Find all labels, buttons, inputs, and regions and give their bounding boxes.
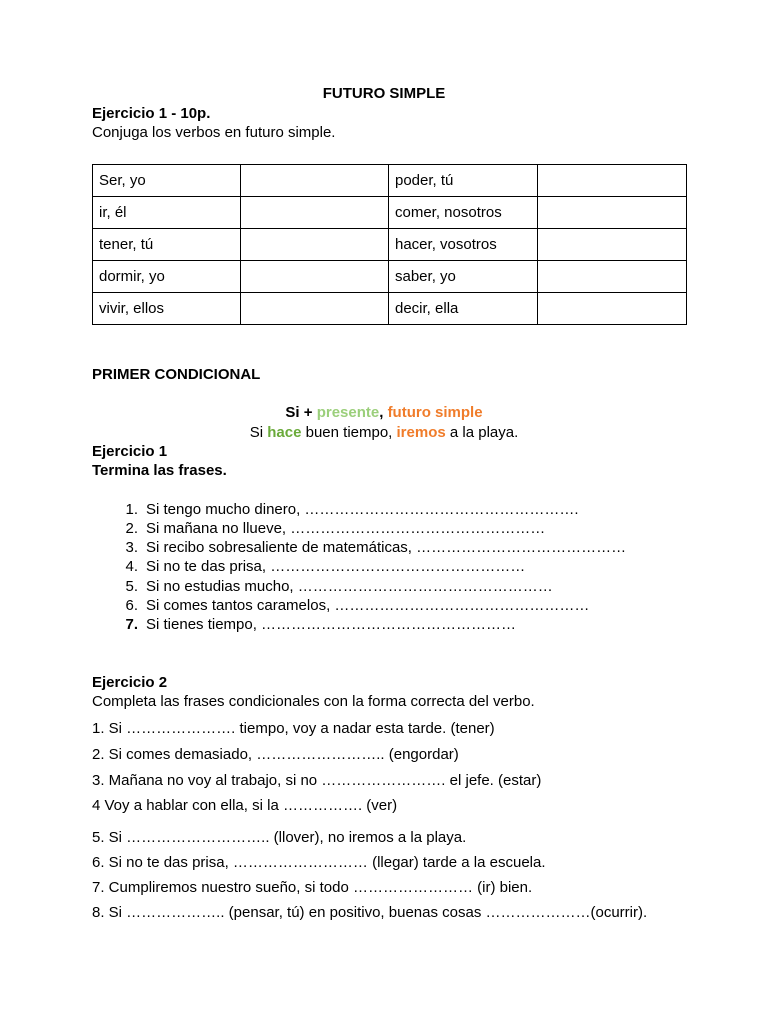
item-text: Si recibo sobresaliente de matemáticas, …………………………………… [146,539,627,556]
rule-si: Si + [285,404,313,421]
verb-cell: tener, tú [93,229,241,261]
exercise-sentence: 4 Voy a hablar con ella, si la ……………. (ver) [92,797,398,814]
answer-cell[interactable] [241,197,389,229]
verb-cell: dormir, yo [93,261,241,293]
answer-cell[interactable] [538,261,687,293]
item-number: 3. [125,539,138,556]
answer-cell[interactable] [538,197,687,229]
list-item [108,578,553,595]
ex1-instruction: Conjuga los verbos en futuro simple. [92,124,336,141]
item-text: Si mañana no llueve, …………………………………………… [146,520,546,537]
rule-comma: , [379,404,384,421]
answer-cell[interactable] [241,165,389,197]
ex2-instruction: Completa las frases condicionales con la forma correcta del verbo. [92,693,535,710]
exercise-sentence: 1. Si …………………. tiempo, voy a nadar esta tarde. (tener) [92,720,495,737]
verb-table [92,164,687,325]
answer-cell[interactable] [538,293,687,325]
verb-cell: Ser, yo [93,165,241,197]
page-title: FUTURO SIMPLE [322,85,446,102]
exercise-sentence: 7. Cumpliremos nuestro sueño, si todo …………………… (ir) bien. [92,879,533,896]
exercise-sentence: 8. Si ……………….. (pensar, tú) en positivo, buenas cosas …………………(ocurrir). [92,904,648,921]
list-item [108,558,525,575]
verb-cell: vivir, ellos [93,293,241,325]
item-text: Si no estudias mucho, …………………………………………… [146,578,553,595]
list-item [108,520,545,537]
item-number: 1. [125,501,138,518]
answer-cell[interactable] [538,165,687,197]
verb-cell: ir, él [93,197,241,229]
table-row [93,293,687,325]
item-number: 2. [125,520,138,537]
verb-cell: saber, yo [389,261,538,293]
list-item [108,539,626,556]
conditional-rule [0,404,768,421]
conditional-example [0,424,768,441]
ex1b-heading: Ejercicio 1 [92,443,168,460]
rule-futuro: futuro simple [387,404,483,421]
rule-presente: presente [316,404,380,421]
verb-cell: decir, ella [389,293,538,325]
section-heading: PRIMER CONDICIONAL [92,366,261,383]
item-number: 5. [125,578,138,595]
item-text: Si tienes tiempo, …………………………………………… [146,616,517,633]
example-hace: hace [267,424,302,441]
list-item [108,597,589,614]
item-number: 6. [125,597,138,614]
ex2-heading: Ejercicio 2 [92,674,168,691]
table-row [93,165,687,197]
answer-cell[interactable] [241,261,389,293]
item-text: Si comes tantos caramelos, …………………………………………… [146,597,590,614]
exercise-sentence: 2. Si comes demasiado, …………………….. (engordar) [92,746,459,763]
ex1b-instruction: Termina las frases. [92,462,227,479]
example-mid: buen tiempo, [305,424,393,441]
exercise-sentence: 3. Mañana no voy al trabajo, si no ……………………. el jefe. (estar) [92,772,542,789]
table-row [93,229,687,261]
exercise-sentence: 5. Si ……………………….. (llover), no iremos a la playa. [92,829,467,846]
exercise-sentence: 6. Si no te das prisa, ……………………… (llegar) tarde a la escuela. [92,854,546,871]
example-iremos: iremos [396,424,446,441]
list-item [108,616,516,633]
table-row [93,197,687,229]
item-text: Si no te das prisa, …………………………………………… [146,558,526,575]
answer-cell[interactable] [538,229,687,261]
answer-cell[interactable] [241,229,389,261]
verb-cell: comer, nosotros [389,197,538,229]
example-end: a la playa. [449,424,519,441]
item-number: 7. [125,616,138,633]
verb-cell: poder, tú [389,165,538,197]
answer-cell[interactable] [241,293,389,325]
item-text: Si tengo mucho dinero, ………………………………………………. [146,501,579,518]
ex1-heading: Ejercicio 1 - 10p. [92,105,211,122]
item-number: 4. [125,558,138,575]
list-item [108,501,579,518]
example-si: Si [249,424,264,441]
verb-cell: hacer, vosotros [389,229,538,261]
table-row [93,261,687,293]
